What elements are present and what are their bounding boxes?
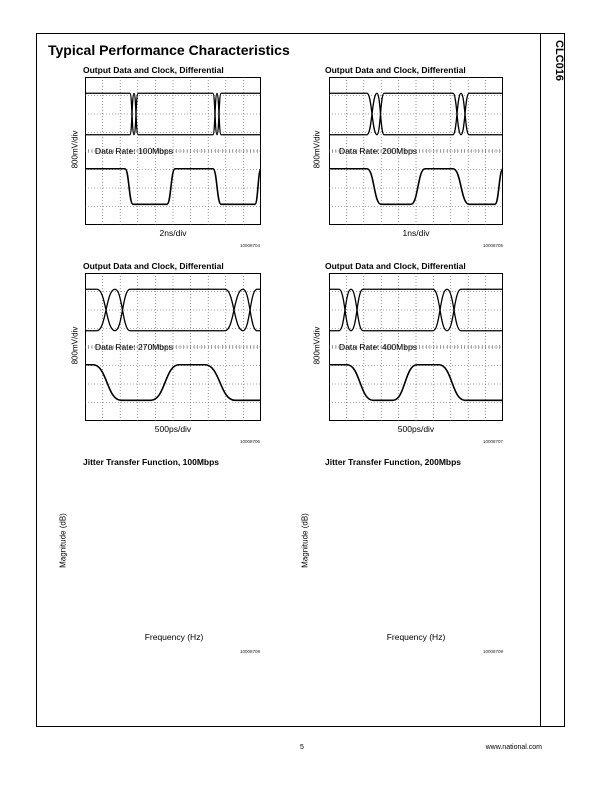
jitter-plot [302,468,522,630]
page-number: 5 [300,744,304,751]
x-axis-label: Frequency (Hz) [144,632,204,642]
chart-title: Output Data and Clock, Differential [83,65,224,75]
y-axis-label: 800mV/div [70,326,80,365]
figure-code: 10008707 [483,439,504,444]
chart-title: Output Data and Clock, Differential [83,261,224,271]
scope-plot [329,77,503,225]
figure-code: 10008709 [483,649,504,654]
figure-code: 10008706 [240,439,261,444]
y-axis-label: 800mV/div [312,130,322,169]
scope-plot [85,273,261,421]
website-url: www.national.com [485,744,542,751]
figure-code: 10008704 [240,243,261,248]
scope-plot [85,77,261,225]
figure-code: 10008705 [483,243,504,248]
chart-title: Jitter Transfer Function, 100Mbps [83,457,220,467]
figure-code: 10008708 [240,649,261,654]
chart-title: Output Data and Clock, Differential [325,65,466,75]
part-number-tab [541,33,565,727]
data-rate-label: Data Rate: 200Mbps [339,145,417,156]
y-axis-label: 800mV/div [312,326,322,365]
x-axis-label: 2ns/div [159,228,187,238]
data-rate-label: Data Rate: 400Mbps [339,341,417,352]
part-number: CLC016 [552,40,565,81]
y-axis-label: Magnitude (dB) [300,513,310,568]
y-axis-label: 800mV/div [70,130,80,169]
y-axis-label: Magnitude (dB) [58,513,68,568]
data-rate-label: Data Rate: 100Mbps [95,145,173,156]
scope-plot [329,273,503,421]
x-axis-label: 500ps/div [154,424,192,434]
chart-title: Output Data and Clock, Differential [325,261,466,271]
jitter-plot [60,468,280,630]
x-axis-label: 1ns/div [402,228,430,238]
section-title: Typical Performance Characteristics [48,42,290,58]
data-rate-label: Data Rate: 270Mbps [95,341,173,352]
chart-title: Jitter Transfer Function, 200Mbps [325,457,462,467]
x-axis-label: Frequency (Hz) [386,632,446,642]
x-axis-label: 500ps/div [397,424,435,434]
